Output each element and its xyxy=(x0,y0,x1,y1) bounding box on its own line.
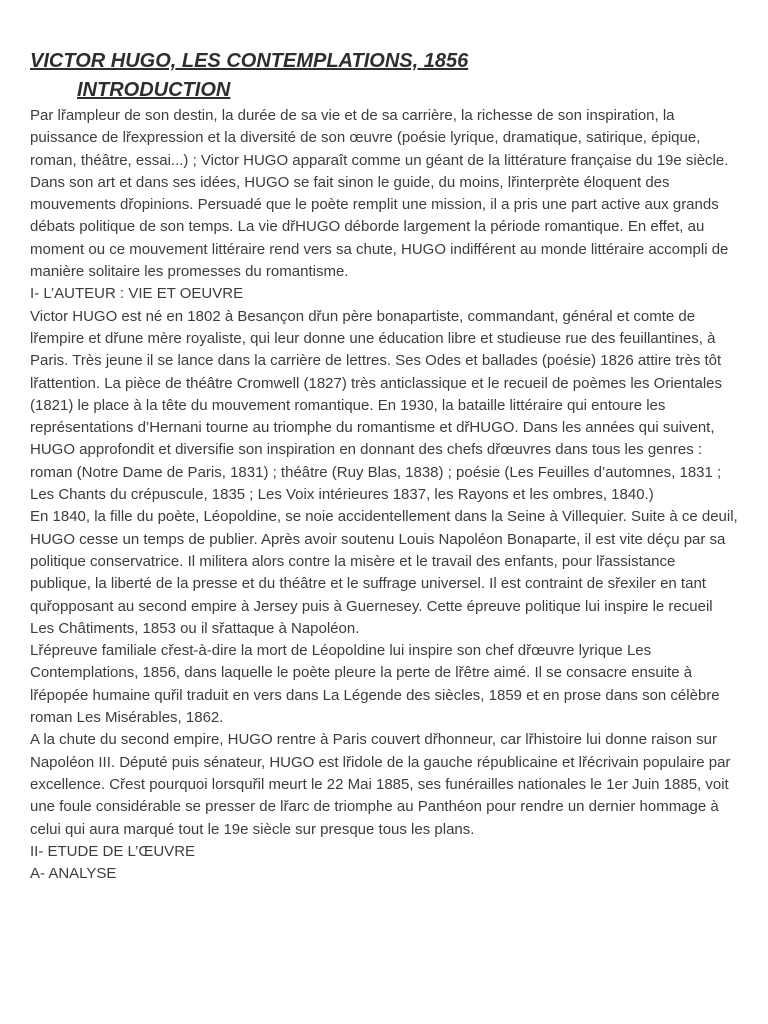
author-paragraph-3: Lřépreuve familiale cřest-à-dire la mort de Léopoldine lui inspire son chef dřœuvre lyrique Les Contemplations, 1856, dans laquelle le poète pleure la perte de lřêtre aimé. Il se consacre ensuite à lřépopée humaine quřil traduit en vers dans La Légende des siècles, 1859 et en prose dans son célèbre roman Les Misérables, 1862. xyxy=(30,642,720,727)
section-heading-work: II- ETUDE DE L’ŒUVRE xyxy=(30,842,196,860)
document-title: VICTOR HUGO, LES CONTEMPLATIONS, 1856 xyxy=(30,50,469,72)
intro-paragraph: Par lřampleur de son destin, la durée de sa vie et de sa carrière, la richesse de son inspiration, la puissance de lřexpression et la diversité de son œuvre (poésie lyrique, dramatique, satirique, épique, roman, théâtre, essai...) ; Victor HUGO apparaît comme un géant de la littérature française du 19e siècle. Dans son art et dans ses idées, HUGO se fait sinon le guide, du moins, lřinterprète éloquent des mouvements dřopinions. Persuadé que le poète remplit une mission, il a pris une part active aux grands débats politique de son temps. La vie dřHUGO déborde largement la période romantique. En effet, au moment ou ce mouvement littéraire rend vers sa chute, HUGO indifférent au monde littéraire accompli de manière solitaire les promesses du romantisme. xyxy=(30,107,729,281)
section-heading-author: I- L’AUTEUR : VIE ET OEUVRE xyxy=(30,285,244,303)
author-paragraph-4: A la chute du second empire, HUGO rentre à Paris couvert dřhonneur, car lřhistoire lui donne raison sur Napoléon III. Député puis sénateur, HUGO est lřidole de la gauche républicaine et lřécrivain populaire par excellence. Cřest pourquoi lorsquřil meurt le 22 Mai 1885, ses funérailles nationales le 1er Juin 1885, voit une foule considérable se presser de lřarc de triomphe au Panthéon pour rendre un dernier hommage à celui qui aura marqué tout le 19e siècle sur presque tous les plans. xyxy=(30,731,731,838)
section-heading-analysis: A- ANALYSE xyxy=(30,865,117,883)
author-paragraph-1: Victor HUGO est né en 1802 à Besançon dřun père bonapartiste, commandant, général et comte de lřempire et dřune mère royaliste, qui leur donne une éducation libre et studieuse rue des feuillantines, à Paris. Très jeune il se lance dans la carrière de lettres. Ses Odes et ballades (poésie) 1826 attire très tôt lřattention. La pièce de théâtre Cromwell (1827) très anticlassique et le recueil de poèmes les Orientales (1821) le place à la tête du mouvement romantique. En 1930, la bataille littéraire qui entoure les représentations d’Hernani tourne au triomphe du romantisme et dřHUGO. Dans les années qui suivent, HUGO approfondit et diversifie son inspiration en donnant des chefs dřœuvres dans tous les genres : roman (Notre Dame de Paris, 1831) ; théâtre (Ruy Blas, 1838) ; poésie (Les Feuilles d’automnes, 1831 ; Les Chants du crépuscule, 1835 ; Les Voix intérieures 1837, les Rayons et les ombres, 1840.) xyxy=(30,307,723,504)
document-subtitle: INTRODUCTION xyxy=(77,79,231,101)
author-paragraph-2: En 1840, la fille du poète, Léopoldine, se noie accidentellement dans la Seine à Villequier. Suite à ce deuil, HUGO cesse un temps de publier. Après avoir soutenu Louis Napoléon Bonaparte, il est vite déçu par sa politique conservatrice. Il militera alors contre la misère et le travail des enfants, pour lřassistance publique, la liberté de la presse et du théâtre et le suffrage universel. Il est contraint de sřexiler en tant quřopposant au second empire à Jersey puis à Guernesey. Cette épreuve politique lui inspire le recueil Les Châtiments, 1853 ou il sřattaque à Napoléon. xyxy=(30,508,738,637)
